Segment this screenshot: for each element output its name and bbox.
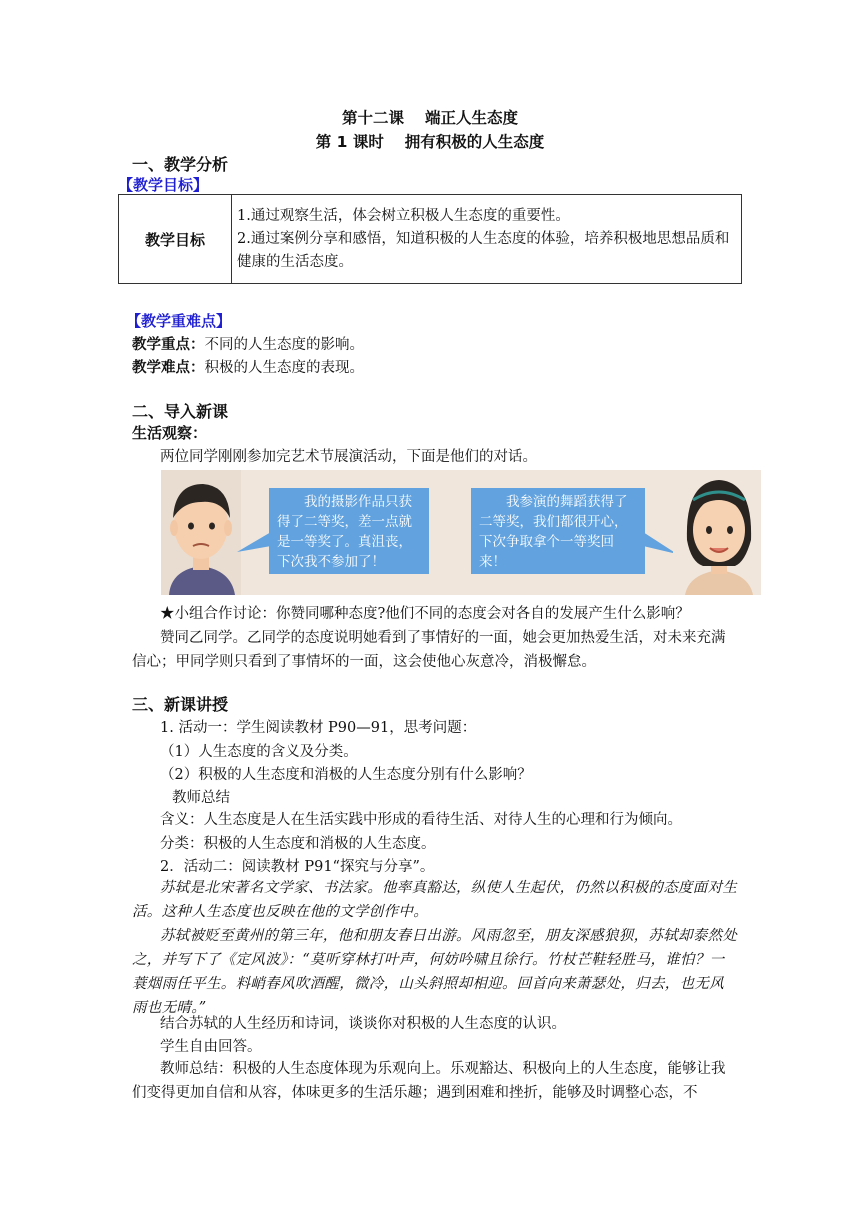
section-heading-new-lesson: 三、新课讲授 bbox=[132, 695, 229, 714]
definition-meaning: 含义：人生态度是人在生活实践中形成的看待生活、对待人生的心理和行为倾向。 bbox=[160, 812, 682, 828]
su-shi-story-1: 苏轼是北宋著名文学家、书法家。他率真豁达，纵使人生起伏，仍然以积极的态度面对生活。这种人生态度也反映在他的文学创作中。 bbox=[132, 880, 738, 920]
free-answer: 学生自由回答。 bbox=[160, 1039, 262, 1055]
life-observation-label: 生活观察： bbox=[132, 424, 208, 442]
key-point-label: 教学重点： bbox=[132, 337, 205, 353]
key-point-text: 不同的人生态度的影响。 bbox=[204, 337, 364, 353]
teaching-goals-table bbox=[118, 194, 742, 284]
difficulty-label: 教学难点： bbox=[132, 360, 205, 376]
bubble-right-text: 我参演的舞蹈获得了二等奖，我们都很开心，下次争取拿个一等奖回来！ bbox=[479, 494, 628, 570]
lesson-title: 第十二课 端正人生态度 bbox=[342, 109, 518, 127]
teacher-summary-final: 教师总结：积极的人生态度体现为乐观向上。乐观豁达、积极向上的人生态度，能够让我们变得更加自信和从容，体味更多的生活乐趣；遇到困难和挫折，能够及时调整心态，不 bbox=[132, 1061, 726, 1101]
definition-category: 分类：积极的人生态度和消极的人生态度。 bbox=[160, 836, 436, 852]
speech-bubble-left bbox=[269, 488, 429, 574]
goal-2: 2.通过案例分享和感悟，知道积极的人生态度的体验，培养积极地思想品质和健康的生活态度。 bbox=[237, 231, 730, 270]
goal-1: 1.通过观察生活，体会树立积极人生态度的重要性。 bbox=[237, 208, 570, 224]
boy-portrait-icon bbox=[161, 470, 241, 595]
su-shi-story-2: 苏轼被贬至黄州的第三年，他和朋友春日出游。风雨忽至，朋友深感狼狈，苏轼却泰然处之，并写下了《定风波》：“莫听穿林打叶声，何妨吟啸且徐行。竹杖芒鞋轻胜马，谁怕？一蓑烟雨任平生。料峭春风吹酒醒，微冷，山头斜照却相迎。回首向来萧瑟处，归去，也无风雨也无晴。” bbox=[132, 928, 738, 1016]
activity-1: 1. 活动一：学生阅读教材 P90—91，思考问题： bbox=[160, 720, 477, 736]
section-heading-analysis: 一、教学分析 bbox=[132, 155, 229, 174]
question-2: （2）积极的人生态度和消极的人生态度分别有什么影响？ bbox=[160, 767, 532, 783]
intro-text: 两位同学刚刚参加完艺术节展演活动，下面是他们的对话。 bbox=[160, 449, 537, 465]
teaching-goals-tag: 【教学目标】 bbox=[118, 176, 209, 194]
bubble-left-tail-icon bbox=[237, 532, 273, 554]
discussion-answer: 赞同乙同学。乙同学的态度说明她看到了事情好的一面，她会更加热爱生活，对未来充满信心；甲同学则只看到了事情坏的一面，这会使他心灰意冷，消极懈怠。 bbox=[132, 630, 726, 670]
goals-label-cell: 教学目标 bbox=[119, 195, 232, 283]
key-point-line bbox=[132, 333, 364, 354]
reflection-prompt: 结合苏轼的人生经历和诗词，谈谈你对积极的人生态度的认识。 bbox=[160, 1016, 566, 1032]
goals-content-cell bbox=[237, 205, 737, 274]
lesson-subtitle: 第 1 课时 拥有积极的人生态度 bbox=[315, 133, 545, 151]
section-heading-intro: 二、导入新课 bbox=[132, 402, 229, 421]
teacher-summary-label: 教师总结 bbox=[172, 790, 230, 806]
group-discussion: ★小组合作讨论：你赞同哪种态度?他们不同的态度会对各自的发展产生什么影响？ bbox=[160, 606, 690, 622]
difficulty-text: 积极的人生态度的表现。 bbox=[204, 360, 364, 376]
question-1: （1）人生态度的含义及分类。 bbox=[160, 744, 358, 760]
bubble-left-text: 我的摄影作品只获得了二等奖，差一点就是一等奖了。真沮丧，下次我不参加了！ bbox=[277, 494, 412, 570]
activity-2: 2．活动二：阅读教材 P91“探究与分享”。 bbox=[160, 859, 435, 875]
dialogue-illustration bbox=[161, 470, 761, 595]
difficulty-line bbox=[132, 356, 364, 377]
girl-portrait-icon bbox=[673, 470, 761, 595]
key-points-tag: 【教学重难点】 bbox=[126, 312, 232, 330]
speech-bubble-right bbox=[471, 488, 645, 574]
